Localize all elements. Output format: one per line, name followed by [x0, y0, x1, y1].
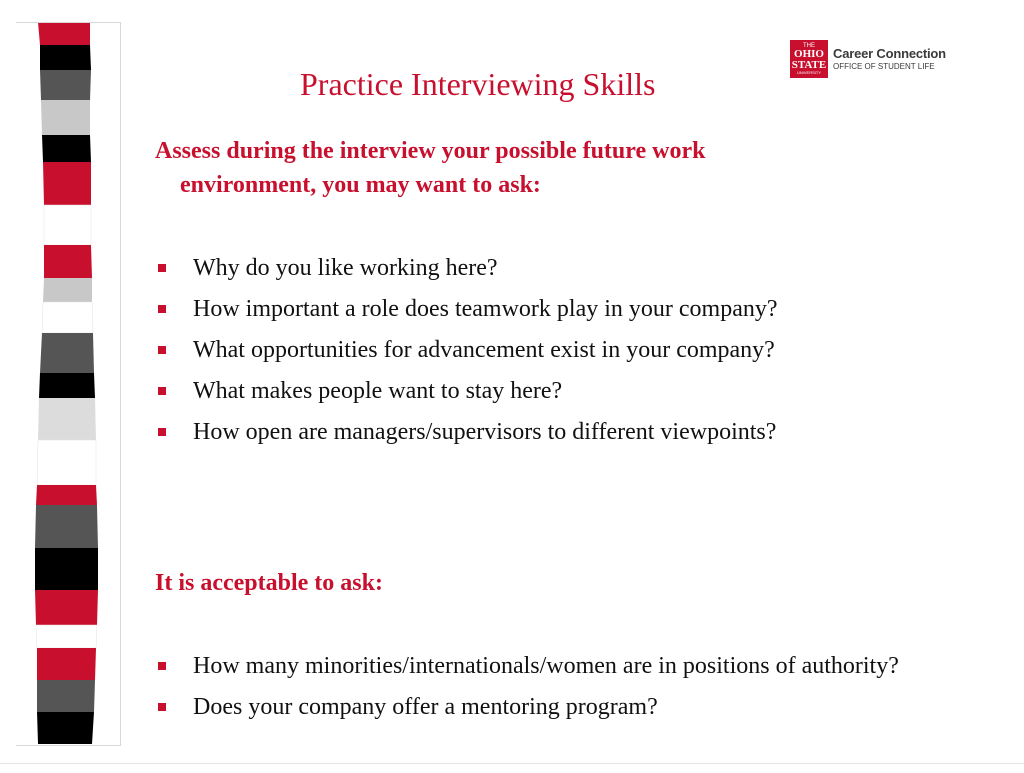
career-connection-logo	[790, 40, 946, 80]
decorative-ribbon	[0, 0, 130, 768]
list-item-text: Why do you like working here?	[193, 255, 498, 281]
seal-text-line2: STATE	[791, 59, 827, 71]
list-item-text: What makes people want to stay here?	[193, 378, 563, 404]
list-item	[155, 293, 955, 325]
list-item-text: How many minorities/internationals/women are in positions of authority?	[193, 653, 899, 679]
seal-text-top: THE	[803, 43, 815, 49]
bullet-square-icon	[158, 264, 166, 272]
section1-bullet-list	[155, 252, 955, 457]
logo-name: Career Connection	[833, 46, 946, 61]
bullet-square-icon	[158, 428, 166, 436]
bullet-square-icon	[158, 305, 166, 313]
list-item	[155, 334, 955, 366]
slide-title: Practice Interviewing Skills	[300, 66, 656, 102]
ribbon-frame	[16, 22, 121, 746]
bullet-square-icon	[158, 346, 166, 354]
section2-heading: It is acceptable to ask:	[155, 570, 383, 596]
seal-text-line1: OHIO	[794, 48, 824, 60]
bullet-square-icon	[158, 387, 166, 395]
list-item	[155, 650, 955, 682]
seal-text-bottom: UNIVERSITY	[796, 70, 821, 75]
list-item	[155, 375, 955, 407]
list-item-text: What opportunities for advancement exist in your company?	[193, 337, 775, 363]
section2-bullet-list	[155, 650, 955, 732]
list-item	[155, 252, 955, 284]
bullet-square-icon	[158, 662, 166, 670]
bullet-square-icon	[158, 703, 166, 711]
list-item-text: How open are managers/supervisors to different viewpoints?	[193, 419, 777, 445]
list-item-text: Does your company offer a mentoring program?	[193, 694, 658, 720]
list-item	[155, 691, 955, 723]
section1-heading-line1: Assess during the interview your possible future work	[155, 138, 706, 164]
university-seal	[790, 40, 828, 78]
list-item	[155, 416, 955, 448]
list-item-text: How important a role does teamwork play in your company?	[193, 296, 778, 322]
section1-heading	[155, 134, 955, 202]
bottom-divider	[0, 763, 1024, 764]
logo-subtitle: OFFICE OF STUDENT LIFE	[833, 62, 935, 71]
section1-heading-line2: environment, you may want to ask:	[180, 172, 541, 198]
